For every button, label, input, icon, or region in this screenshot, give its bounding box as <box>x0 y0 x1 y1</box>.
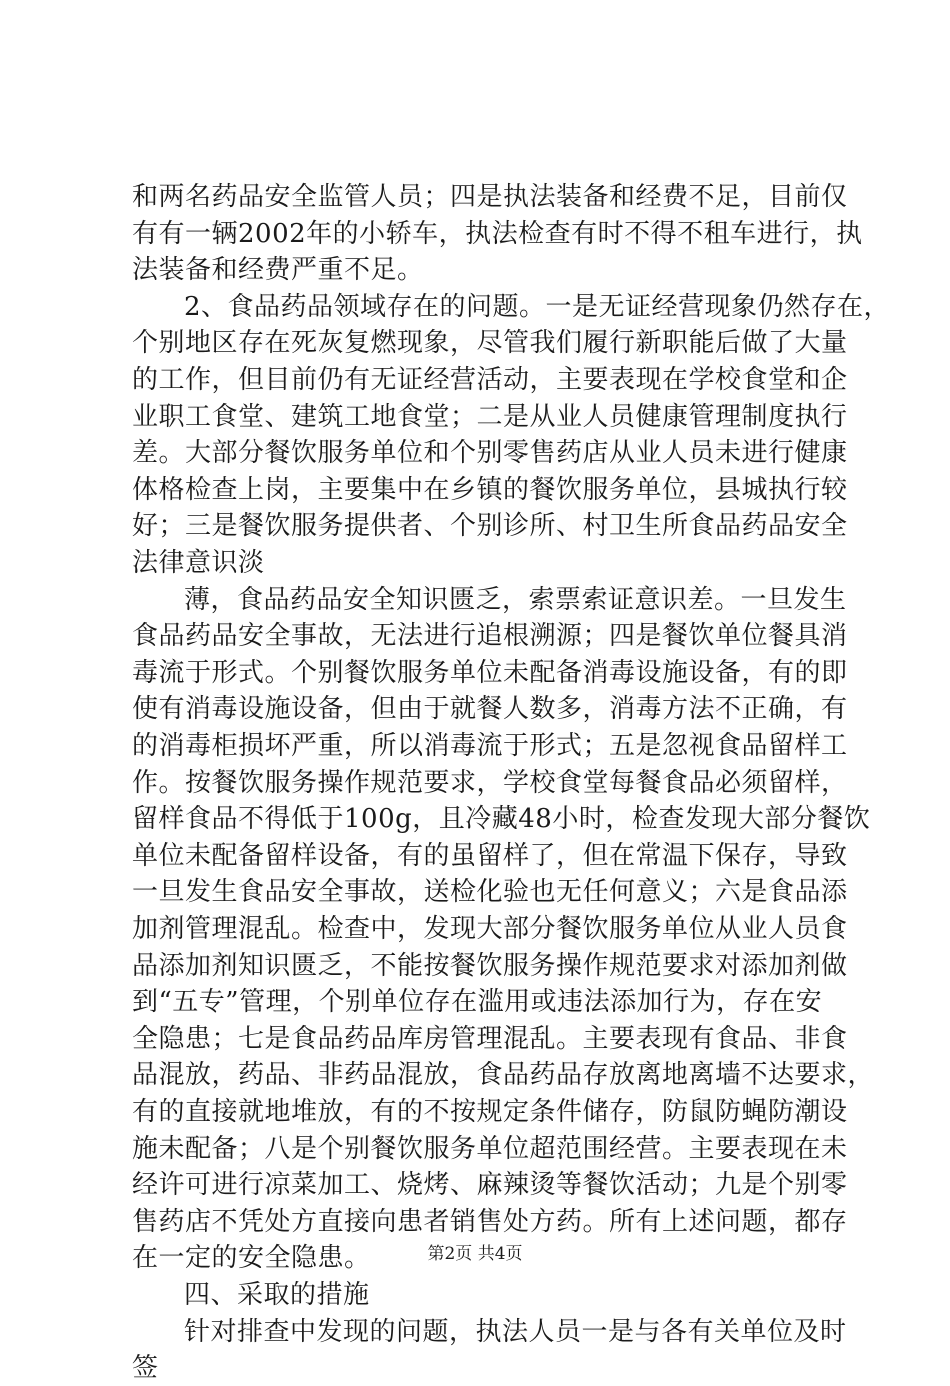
text-line: 单位未配备留样设备，有的虽留样了，但在常温下保存，导致 <box>132 840 848 871</box>
text-line: 的消毒柜损坏严重，所以消毒流于形式；五是忽视食品留样工 <box>132 731 848 761</box>
text-line: 好；三是餐饮服务提供者、个别诊所、村卫生所食品药品安全 <box>132 511 848 542</box>
text-line: 毒流于形式。个别餐饮服务单位未配备消毒设施设备，有的即 <box>132 657 848 688</box>
text-line: 有有一辆2002年的小轿车，执法检查有时不得不租车进行，执 <box>132 218 863 249</box>
text-line: 个别地区存在死灰复燃现象，尽管我们履行新职能后做了大量 <box>132 328 848 359</box>
text-line: 品混放，药品、非药品混放，食品药品存放离地离墙不达要求， <box>132 1060 875 1091</box>
page-footer: 第2页 共4页 <box>427 1244 523 1264</box>
text-line: 经许可进行凉菜加工、烧烤、麻辣烫等餐饮活动；九是个别零 <box>132 1170 848 1201</box>
text-line: 法装备和经费严重不足。 <box>132 255 424 286</box>
text-line: 业职工食堂、建筑工地食堂；二是从业人员健康管理制度执行 <box>132 401 848 432</box>
text-line: 2、食品药品领域存在的问题。一是无证经营现象仍然存在， <box>184 291 891 322</box>
text-line: 薄，食品药品安全知识匮乏，索票索证意识差。一旦发生 <box>184 584 847 615</box>
text-line: 到“五专”管理，个别单位存在滥用或违法添加行为，存在安 <box>132 987 823 1018</box>
text-line: 差。大部分餐饮服务单位和个别零售药店从业人员未进行健康 <box>132 438 848 469</box>
text-line: 体格检查上岗，主要集中在乡镇的餐饮服务单位，县城执行较 <box>132 474 848 505</box>
text-line: 施未配备；八是个别餐饮服务单位超范围经营。主要表现在未 <box>132 1133 848 1164</box>
text-line: 的工作，但目前仍有无证经营活动，主要表现在学校食堂和企 <box>132 365 848 395</box>
text-line: 签 <box>132 1353 159 1384</box>
text-line: 四、采取的措施 <box>184 1280 370 1310</box>
text-line: 在一定的安全隐患。 <box>132 1243 371 1274</box>
text-line: 针对排查中发现的问题，执法人员一是与各有关单位及时 <box>184 1316 847 1347</box>
text-line: 法律意识淡 <box>132 548 265 578</box>
text-line: 一旦发生食品安全事故，送检化验也无任何意义；六是食品添 <box>132 877 848 908</box>
text-line: 使有消毒设施设备，但由于就餐人数多，消毒方法不正确，有 <box>132 694 848 725</box>
text-line: 全隐患；七是食品药品库房管理混乱。主要表现有食品、非食 <box>132 1023 848 1054</box>
text-line: 售药店不凭处方直接向患者销售处方药。所有上述问题，都存 <box>132 1206 848 1237</box>
text-line: 品添加剂知识匮乏，不能按餐饮服务操作规范要求对添加剂做 <box>132 950 848 981</box>
text-line: 加剂管理混乱。检查中，发现大部分餐饮服务单位从业人员食 <box>132 914 848 944</box>
text-line: 有的直接就地堆放，有的不按规定条件储存，防鼠防蝇防潮设 <box>132 1097 848 1127</box>
text-line: 留样食品不得低于100g，且冷藏48小时，检查发现大部分餐饮 <box>132 804 871 835</box>
text-line: 和两名药品安全监管人员；四是执法装备和经费不足，目前仅 <box>132 182 848 212</box>
text-line: 作。按餐饮服务操作规范要求，学校食堂每餐食品必须留样， <box>132 767 848 798</box>
text-line: 食品药品安全事故，无法进行追根溯源；四是餐饮单位餐具消 <box>132 621 848 652</box>
